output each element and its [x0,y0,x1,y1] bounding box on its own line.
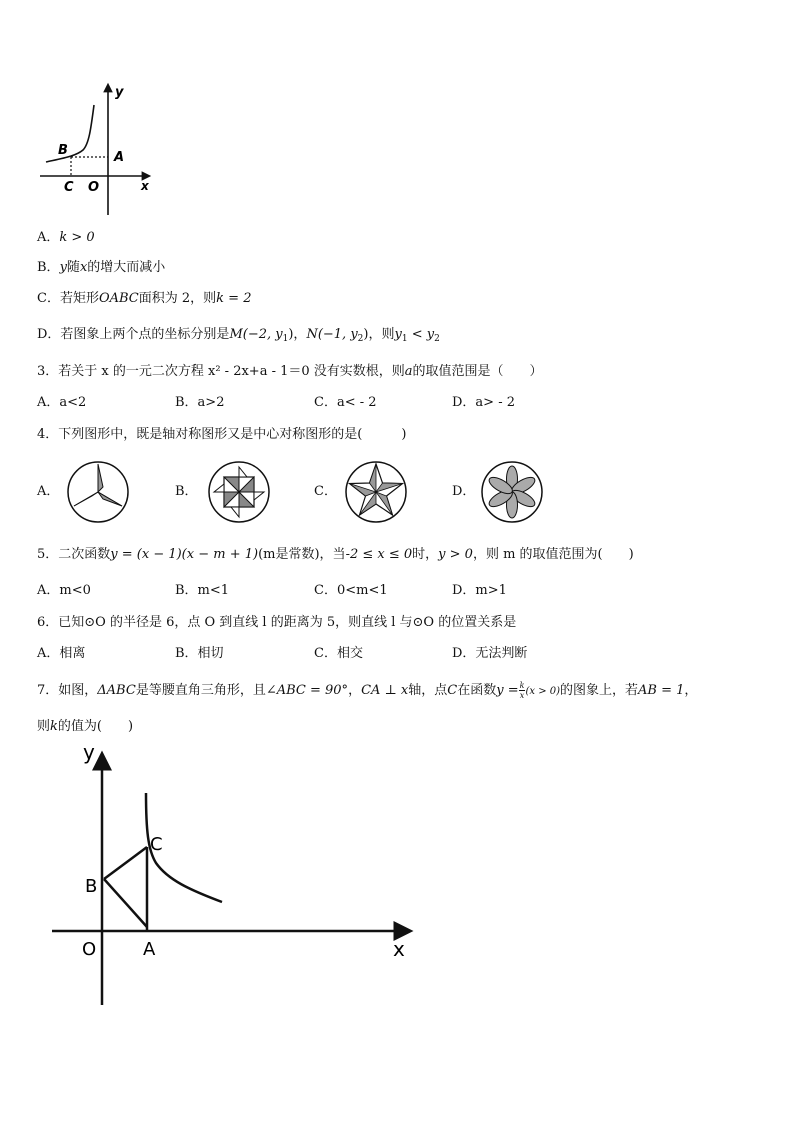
q5-option-d: D．m>1 [452,583,507,598]
q7-label-y: y [83,740,95,764]
q4-figure-c-star [344,460,408,524]
figure-hyperbola-rectangle [36,80,161,220]
q4-label-a: A． [37,484,60,499]
figure-q7-triangle-hyperbola [50,740,420,1010]
q2-option-c: C．若矩形OABC面积为 2，则k = 2 [37,291,252,306]
label-A: A [114,150,125,165]
q4-label-c: C． [314,484,337,499]
q7-label-A: A [143,939,156,960]
fraction-k-over-x: $\frac{k}{x}$ [519,681,525,700]
q3-option-d: D．a> ‐ 2 [452,395,515,410]
q3-option-a: A．a<2 [37,395,87,410]
q6-option-c: C．相交 [314,646,363,661]
q4-figure-d-flower [480,460,544,524]
label-C: C [64,180,74,195]
q5-stem: 5．二次函数y = (x − 1)(x − m + 1)(m是常数)，当-2 ≤ x ≤ 0时，y > 0，则 m 的取值范围为( ) [37,547,634,562]
q7-stem: 7．如图，ΔABC是等腰直角三角形，且∠ABC = 90°，CA ⊥ x轴，点C在函数y = $\frac{k}{x}$ (x > 0)的图象上，若AB = 1， [37,681,698,700]
q7-label-B: B [85,876,98,897]
q7-label-C: C [150,834,163,855]
q6-option-a: A．相离 [37,646,86,661]
label-B: B [58,143,68,158]
label-O: O [88,180,100,195]
q7-label-O: O [82,939,97,960]
q7-label-x: x [393,937,405,961]
q4-figure-b-pinwheel [207,460,271,524]
q7-stem-line2: 则k的值为( ) [37,719,134,734]
q6-stem: 6．已知⊙O 的半径是 6，点 O 到直线 l 的距离为 5，则直线 l 与⊙O 的位置关系是 [37,615,517,630]
q2-option-d: D．若图象上两个点的坐标分别是M(−2, $y_1$)，N(−1, $y_2$)，则$y_1 < y_2$ [37,327,440,344]
q6-option-d: D．无法判断 [452,646,528,661]
hyperbola-curve [46,105,94,162]
label-y: y [115,85,124,100]
q7-segment-BA [104,879,147,927]
q4-figure-a-three-blades [66,460,130,524]
q4-stem: 4．下列图形中，既是轴对称图形又是中心对称图形的是( ) [37,427,407,442]
label-x: x [141,179,149,193]
q7-segment-BC [104,847,147,879]
q3-stem: 3．若关于 x 的一元二次方程 x² ‐ 2x+a ‐ 1＝0 没有实数根，则a的取值范围是（ ） [37,364,543,379]
q5-option-c: C．0<m<1 [314,583,388,598]
q5-option-b: B．m<1 [175,583,230,598]
q6-option-b: B．相切 [175,646,224,661]
q2-option-a: A．k > 0 [37,230,95,245]
q4-label-d: D． [452,484,476,499]
q5-option-a: A．m<0 [37,583,91,598]
q4-label-b: B． [175,484,198,499]
q2-option-b: B．y随x的增大而减小 [37,260,166,275]
q3-option-b: B．a>2 [175,395,225,410]
q3-option-c: C．a< ‐ 2 [314,395,377,410]
